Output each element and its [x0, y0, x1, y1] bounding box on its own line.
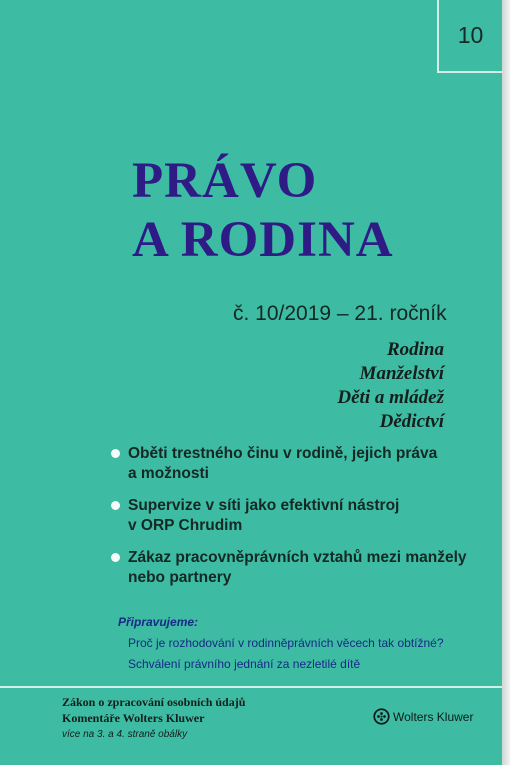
upcoming-item: Schválení právního jednání za nezletilé dítě	[128, 657, 361, 671]
topic-list	[337, 338, 444, 434]
footer-line: Komentáře Wolters Kluwer	[62, 711, 205, 725]
bullet-icon	[111, 449, 120, 458]
topic-item: Dědictví	[379, 411, 444, 432]
publisher-logo	[373, 708, 473, 725]
wolters-kluwer-logo-icon	[373, 708, 390, 725]
topic-item: Děti a mládež	[337, 387, 444, 408]
publisher-name: Wolters Kluwer	[393, 709, 474, 724]
article-item	[110, 496, 490, 536]
article-line: Zákaz pracovněprávních vztahů mezi manžely	[128, 549, 467, 566]
topic-item: Rodina	[386, 339, 444, 360]
magazine-title	[132, 152, 394, 270]
article-line: Supervize v síti jako efektivní nástroj	[128, 497, 400, 514]
upcoming-heading: Připravujeme:	[118, 615, 199, 629]
footer-line: Zákon o zpracování osobních údajů	[62, 695, 246, 709]
issue-line: č. 10/2019 – 21. ročník	[233, 302, 447, 325]
footer-promo	[62, 694, 245, 743]
article-line: a možnosti	[128, 465, 209, 482]
bullet-icon	[111, 553, 120, 562]
article-item	[110, 444, 490, 484]
issue-number-box	[437, 0, 502, 73]
page-edge	[502, 0, 510, 765]
title-line-2: A RODINA	[132, 212, 394, 268]
article-line: nebo partnery	[128, 569, 232, 586]
article-line: v ORP Chrudim	[128, 517, 243, 534]
upcoming-item: Proč je rozhodování v rodinněprávních věcech tak obtížné?	[128, 636, 444, 650]
footer-note: více na 3. a 4. straně obálky	[62, 729, 188, 740]
article-line: Oběti trestného činu v rodině, jejich práva	[128, 445, 438, 462]
upcoming-section	[118, 612, 444, 675]
article-list	[110, 444, 490, 600]
title-line-1: PRÁVO	[132, 153, 318, 209]
bullet-icon	[111, 501, 120, 510]
topic-item: Manželství	[359, 363, 444, 384]
issue-number: 10	[457, 22, 484, 48]
article-item	[110, 548, 490, 588]
footer-divider	[0, 686, 502, 688]
